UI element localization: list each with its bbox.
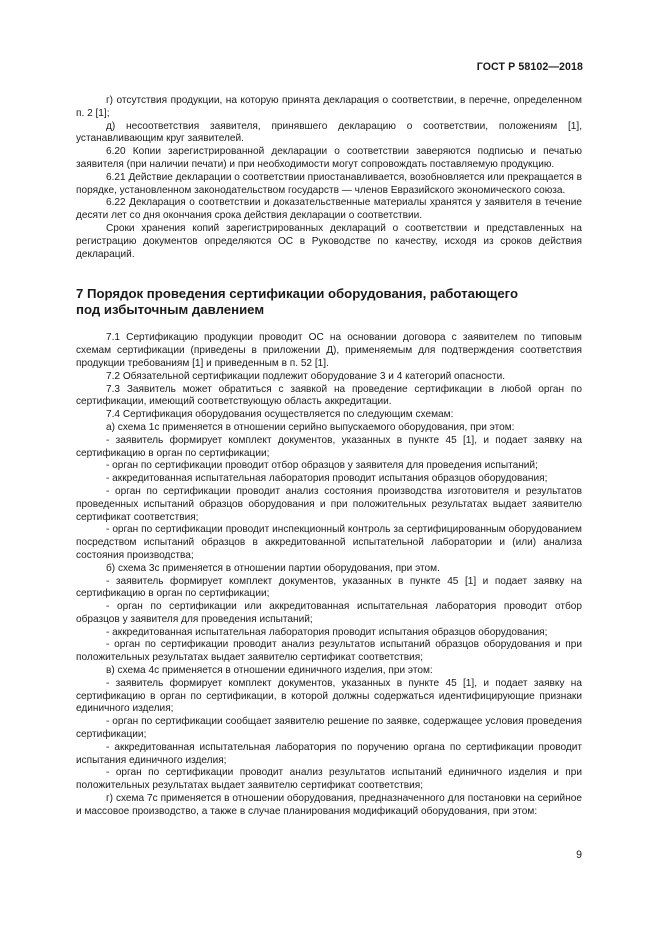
body-text <box>76 95 582 819</box>
list-item: - орган по сертификации проводит анализ результатов испытаний образцов оборудования и при положительных результатах выдает заявителю сертификат соответствия; <box>76 639 582 664</box>
list-item: - орган по сертификации или аккредитованная испытательная лаборатория проводит отбор образцов у заявителя для проведения испытаний; <box>76 601 582 625</box>
list-item: - орган по сертификации проводит инспекционный контроль за сертифицированным оборудованием посредством испытаний образцов в аккредитованной испытательной лаборатории и (или) анализа состояния производства; <box>76 524 582 561</box>
list-item: - орган по сертификации проводит отбор образцов у заявителя для проведения испытаний; <box>106 460 538 472</box>
paragraph: 7.1 Сертификацию продукции проводит ОС на основании договора с заявителем по типовым схемам сертификации (приведены в приложении Д), применяемым для подтверждения соответствия продукции требованиям [1] и приведенным в п. 52 [1]. <box>76 332 582 369</box>
paragraph: 7.3 Заявитель может обратиться с заявкой на проведение сертификации в любой орган по сертификации, имеющий соответствующую область аккредитации. <box>76 383 582 408</box>
list-item: - орган по сертификации проводит анализ состояния производства изготовителя и результатов проведенных испытаний образцов оборудования и при положительных результатах выдает заявителю сертификат соответствия; <box>76 485 582 523</box>
standard-header: ГОСТ Р 58102—2018 <box>476 61 583 73</box>
list-item: а) схема 1с применяется в отношении серийно выпускаемого оборудования, при этом: <box>106 421 515 433</box>
list-item: - заявитель формирует комплект документов, указанных в пункте 45 [1], и подает заявку на сертификацию в орган по сертификации; <box>76 434 582 459</box>
list-item: - орган по сертификации проводит анализ результатов испытаний единичного изделия и при положительных результатах выдает заявителю сертификат соответствия; <box>76 767 582 792</box>
list-item: - заявитель формирует комплект документов, указанных в пункте 45 [1] и подает заявку на сертификацию в орган по сертификации; <box>76 575 582 600</box>
list-item: г) схема 7с применяется в отношении оборудования, предназначенного для постановки на серийное и массовое производство, а также в случае планирования модификаций оборудования, при этом: <box>76 793 582 817</box>
paragraph: 6.22 Декларация о соответствии и доказательственные материалы хранятся у заявителя в течение десяти лет со дня окончания срока действия декларации о соответствии. <box>76 197 582 222</box>
page-number: 9 <box>576 849 582 861</box>
paragraph: 6.21 Действие декларации о соответствии приостанавливается, возобновляется или прекращается в порядке, установленном законодательством государств — членов Евразийского экономического союза. <box>76 171 582 196</box>
section-7-heading-line-2: под избыточным давлением <box>76 302 265 318</box>
list-item: - заявитель формирует комплект документов, указанных в пункте 45 [1], и подает заявку на сертификацию в орган по сертификации, в которой должны содержаться идентифицирующие признаки единичного изделия; <box>76 677 582 715</box>
paragraph: 6.20 Копии зарегистрированной декларации о соответствии заверяются подписью и печатью заявителя (при наличии печати) и при необходимости могут сопровождать поставляемую продукцию. <box>76 146 582 170</box>
paragraph: Сроки хранения копий зарегистрированных деклараций о соответствии и представленных на регистрацию документов определяются ОС в Руководстве по качеству, исходя из сроков действия деклараций. <box>76 222 582 260</box>
list-item: в) схема 4с применяется в отношении единичного изделия, при этом: <box>106 665 433 677</box>
section-7-heading-line-1: 7 Порядок проведения сертификации оборудования, работающего <box>76 286 519 302</box>
list-item: - аккредитованная испытательная лаборатория проводит испытания образцов оборудования; <box>106 626 548 638</box>
paragraph: г) отсутствия продукции, на которую принята декларация о соответствии, в перечне, определенном п. 2 [1]; <box>76 95 582 119</box>
list-item: - орган по сертификации сообщает заявителю решение по заявке, содержащее условия проведения сертификации; <box>76 716 582 741</box>
list-item: - аккредитованная испытательная лаборатория по поручению органа по сертификации проводит испытания единичного изделия; <box>76 741 582 766</box>
list-item: б) схема 3с применяется в отношении партии оборудования, при этом. <box>106 562 440 574</box>
paragraph: д) несоответствия заявителя, принявшего декларацию о соответствии, положениям [1], устанавливающим круг заявителей. <box>76 120 582 145</box>
list-item: - аккредитованная испытательная лаборатория проводит испытания образцов оборудования; <box>106 473 548 485</box>
section-7-heading <box>76 286 582 318</box>
paragraph: 7.4 Сертификация оборудования осуществляется по следующим схемам: <box>106 409 454 421</box>
paragraph: 7.2 Обязательной сертификации подлежит оборудование 3 и 4 категорий опасности. <box>106 370 506 382</box>
